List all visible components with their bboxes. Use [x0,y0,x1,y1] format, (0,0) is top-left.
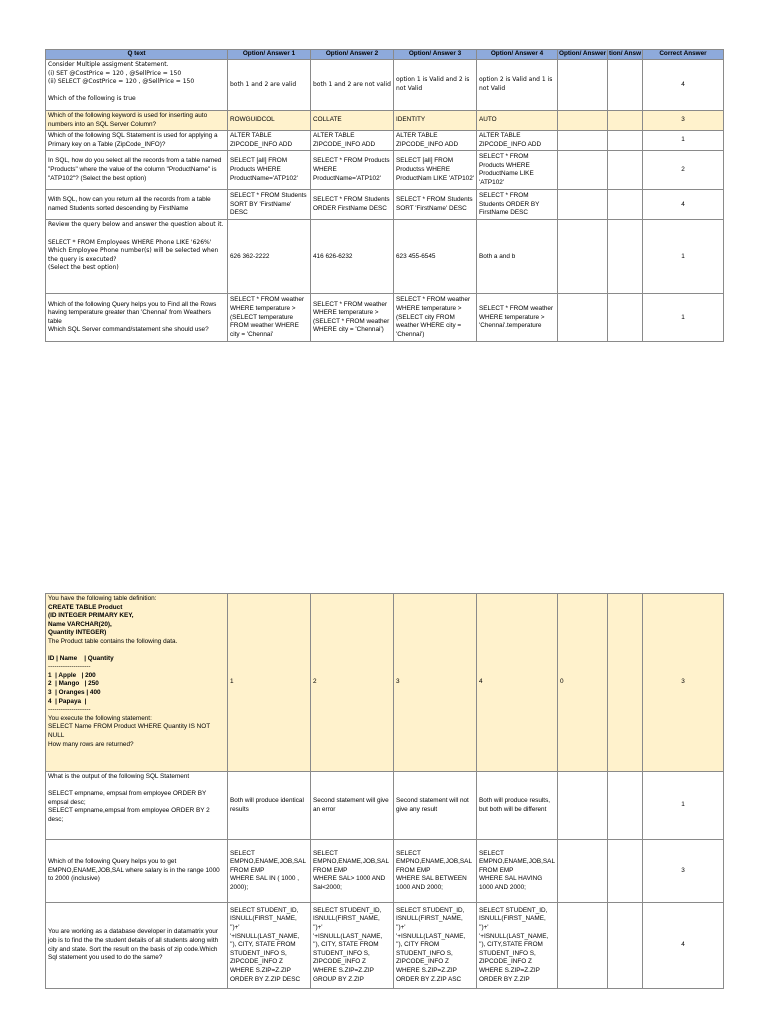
table-row [46,151,724,190]
answer-6 [608,840,643,903]
question-table-1 [45,49,724,342]
table-row [46,772,724,840]
answer-4: 4 [477,594,558,772]
answer-4: SELECT STUDENT_ID, ISNULL(FIRST_NAME, '')+' '+ISNULL(LAST_NAME, ''), CITY,STATE FROM STUDENT_INFO S, ZIPCODE_INFO Z WHERE S.ZIP=Z.ZIP ORDER BY Z.ZIP [477,903,558,989]
correct-answer: 4 [643,903,724,989]
answer-1: SELECT STUDENT_ID, ISNULL(FIRST_NAME, '')+' '+ISNULL(LAST_NAME, ''), CITY, STATE FROM STUDENT_INFO S, ZIPCODE_INFO Z WHERE S.ZIP=Z.ZIP ORDER BY Z.ZIP DESC [228,903,311,989]
data-row: 3 | Oranges | 400 [48,688,101,696]
answer-4: SELECT * FROM Products WHERE ProductName LIKE 'ATP102' [477,151,558,190]
answer-5 [558,190,608,220]
answer-6 [608,111,643,131]
answer-1: SELECT * FROM Students SORT BY 'FirstName' DESC [228,190,311,220]
answer-5 [558,60,608,111]
correct-answer: 1 [643,294,724,342]
correct-answer: 3 [643,840,724,903]
correct-answer: 1 [643,772,724,840]
answer-2: COLLATE [311,111,394,131]
answer-6 [608,772,643,840]
answer-3: option 1 is Valid and 2 is not Valid [394,60,477,111]
answer-5: 0 [558,594,608,772]
answer-3: ALTER TABLE ZIPCODE_INFO ADD [394,131,477,151]
header-option-1: Option/ Answer 1 [228,50,311,60]
answer-3: SELECT STUDENT_ID, ISNULL(FIRST_NAME, '')+' '+ISNULL(LAST_NAME, ''), CITY FROM STUDENT_INFO S, ZIPCODE_INFO Z WHERE S.ZIP=Z.ZIP ORDER BY Z.ZIP ASC [394,903,477,989]
answer-3: SELECT * FROM Students SORT 'FirstName' DESC [394,190,477,220]
statement: SELECT Name FROM Product WHERE Quantity IS NOT NULL [48,723,211,739]
question-text: Review the query below and answer the question about it. SELECT * FROM Employees WHERE Phone LIKE '626%' Which Employee Phone number(s) will be selected when the query is executed? (Select the best option) [46,220,228,294]
table-row [46,60,724,111]
correct-answer: 3 [643,111,724,131]
question-text: With SQL, how can you return all the records from a table named Students sorted descending by FirstName [46,190,228,220]
data-separator: -------------------- [48,663,91,671]
answer-1: ROWGUIDCOL [228,111,311,131]
answer-5 [558,294,608,342]
question-text: Which of the following Query helps you to Find all the Rows having temperature greater than 'Chennai' from Weathers table Which SQL Server command/statement she should use? [46,294,228,342]
question: How many rows are returned? [48,740,134,748]
answer-4: SELECT EMPNO,ENAME,JOB,SAL FROM EMP WHERE SAL HAVING 1000 AND 2000; [477,840,558,903]
question-text: In SQL, how do you select all the records from a table named "Products" where the value of the column "ProductName" is "ATP102"? (Select the best option) [46,151,228,190]
question-intro: You have the following table definition: [48,595,157,602]
answer-1: SELECT [all] FROM Products WHERE ProductName='ATP102' [228,151,311,190]
answer-1: 626 362-2222 [228,220,311,294]
answer-5 [558,131,608,151]
answer-5 [558,151,608,190]
answer-3: SELECT * FROM weather WHERE temperature > (SELECT city FROM weather WHERE city = 'Chennai') [394,294,477,342]
answer-2: SELECT * FROM weather WHERE temperature > (SELECT * FROM weather WHERE city = 'Chennai') [311,294,394,342]
answer-6 [608,151,643,190]
answer-2: ALTER TABLE ZIPCODE_INFO ADD [311,131,394,151]
header-option-3: Option/ Answer 3 [394,50,477,60]
data-row: 1 | Apple | 200 [48,671,96,679]
table-row [46,220,724,294]
answer-5 [558,903,608,989]
answer-3: SELECT EMPNO,ENAME,JOB,SAL FROM EMP WHERE SAL BETWEEN 1000 AND 2000; [394,840,477,903]
answer-2: 416 626-6232 [311,220,394,294]
answer-2: Second statement will give an error [311,772,394,840]
answer-1: 1 [228,594,311,772]
correct-answer: 1 [643,131,724,151]
answer-6 [608,60,643,111]
answer-6 [608,294,643,342]
answer-6 [608,594,643,772]
question-text: What is the output of the following SQL Statement SELECT empname, empsal from employee ORDER BY empsal desc; SELECT empname,empsal from employee ORDER BY 2 desc; [46,772,228,840]
data-row: 2 | Mango | 250 [48,680,99,688]
table-row [46,903,724,989]
answer-4: SELECT * FROM weather WHERE temperature > 'Chennai'.temperature [477,294,558,342]
answer-5 [558,772,608,840]
answer-6 [608,131,643,151]
correct-answer: 2 [643,151,724,190]
answer-1: both 1 and 2 are valid [228,60,311,111]
header-row [46,50,724,60]
answer-3: 3 [394,594,477,772]
question-text: Consider Multiple assigment Statement. (i) SET @CostPrice = 120 , @SellPrice = 150 (ii) SELECT @CostPrice = 120 , @SellPrice = 150 Which of the following is true [46,60,228,111]
answer-5 [558,840,608,903]
answer-3: Second statement will not give any result [394,772,477,840]
answer-2: SELECT * FROM Products WHERE ProductName='ATP102' [311,151,394,190]
question-text [46,594,228,772]
correct-answer: 4 [643,60,724,111]
correct-answer: 3 [643,594,724,772]
table-definition-line: CREATE TABLE Product [48,603,123,611]
question-text: You are working as a database developer in datamatrix your job is to find the the student details of all students along with city and state. Sort the result on the basis of zip code.Which Sql statement you used to do the same? [46,903,228,989]
header-q-text: Q text [46,50,228,60]
data-row: 4 | Papaya | [48,697,87,705]
table-row [46,840,724,903]
answer-5 [558,220,608,294]
answer-4: Both a and b [477,220,558,294]
question-text: Which of the following SQL Statement is used for applying a Primary key on a Table (ZipCode_INFO)? [46,131,228,151]
table-row [46,111,724,131]
header-option-6: tion/ Answ [608,50,643,60]
table-row [46,594,724,772]
answer-3: SELECT [all] FROM Productss WHERE ProductNam LIKE 'ATP102' [394,151,477,190]
header-correct-answer: Correct Answer [643,50,724,60]
answer-2: SELECT * FROM Students ORDER FirstName DESC [311,190,394,220]
answer-1: SELECT * FROM weather WHERE temperature > (SELECT temperature FROM weather WHERE city = 'Chennai' [228,294,311,342]
answer-4: Both will produce results, but both will be different [477,772,558,840]
table-row [46,294,724,342]
answer-1: SELECT EMPNO,ENAME,JOB,SAL FROM EMP WHERE SAL IN ( 1000 , 2000); [228,840,311,903]
answer-1: ALTER TABLE ZIPCODE_INFO ADD [228,131,311,151]
data-column-header: ID | Name | Quantity [48,654,114,662]
answer-5 [558,111,608,131]
answer-3: 623 455-6545 [394,220,477,294]
correct-answer: 4 [643,190,724,220]
data-separator: -------------------- [48,706,91,714]
table-definition-line: (ID INTEGER PRIMARY KEY, [48,612,134,620]
data-intro: The Product table contains the following data. [48,637,178,645]
table-row [46,190,724,220]
table-definition-line: Name VARCHAR(20), [48,620,112,628]
table-definition-line: Quantity INTEGER) [48,629,107,637]
question-text: Which of the following Query helps you to get EMPNO,ENAME,JOB,SAL where salary is in the range 1000 to 2000 (inclusive) [46,840,228,903]
answer-4: SELECT * FROM Students ORDER BY FirstName DESC [477,190,558,220]
answer-2: both 1 and 2 are not valid [311,60,394,111]
header-option-5: Option/ Answer [558,50,608,60]
answer-6 [608,903,643,989]
answer-2: SELECT EMPNO,ENAME,JOB,SAL FROM EMP WHERE SAL> 1000 AND Sal<2000; [311,840,394,903]
answer-6 [608,220,643,294]
answer-4: ALTER TABLE ZIPCODE_INFO ADD [477,131,558,151]
correct-answer: 1 [643,220,724,294]
table-row [46,131,724,151]
header-option-4: Option/ Answer 4 [477,50,558,60]
question-text: Which of the following keyword is used for inserting auto numbers into an SQL Server Column? [46,111,228,131]
answer-1: Both will produce identical results [228,772,311,840]
answer-4: AUTO [477,111,558,131]
header-option-2: Option/ Answer 2 [311,50,394,60]
answer-4: option 2 is Valid and 1 is not Valid [477,60,558,111]
answer-6 [608,190,643,220]
statement-intro: You execute the following statement: [48,714,152,722]
answer-2: 2 [311,594,394,772]
answer-3: IDENTITY [394,111,477,131]
answer-2: SELECT STUDENT_ID, ISNULL(FIRST_NAME, '')+' '+ISNULL(LAST_NAME, ''), CITY, STATE FROM STUDENT_INFO S, ZIPCODE_INFO Z WHERE S.ZIP=Z.ZIP GROUP BY Z.ZIP [311,903,394,989]
question-table-2 [45,593,724,989]
